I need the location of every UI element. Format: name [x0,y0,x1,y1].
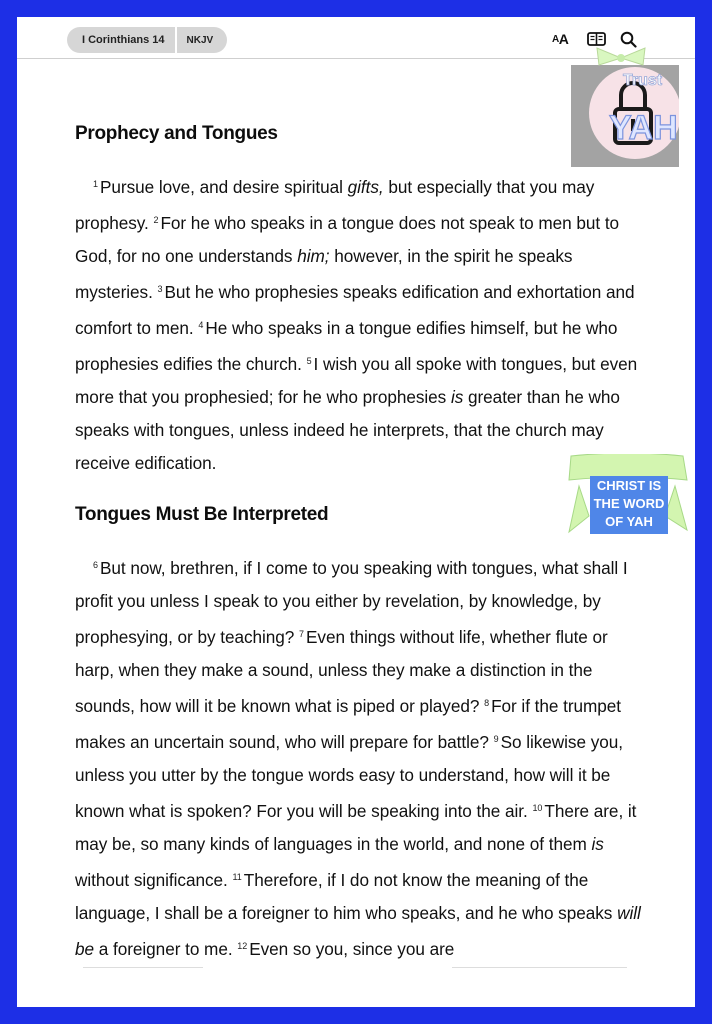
verse-text: greater than he who speaks with tongues, unless indeed he interprets, that the church may receive edification. [75,387,620,473]
chapter-content [75,123,645,966]
verse-text: So likewise you, unless you utter by the tongue words easy to understand, how will it be known what is spoken? For you will be speaking into the air. [75,732,623,821]
page-divider-left [83,967,203,968]
verse-number: 2 [153,215,159,225]
verse-number: 5 [306,356,312,366]
trust-label: Trust [623,72,663,89]
verse-italic: him; [297,246,330,266]
verse-text: For if the trumpet makes an uncertain sound, who will prepare for battle? [75,696,622,752]
verse-number: 1 [93,179,98,189]
verse-text: There are, it may be, so many kinds of languages in the world, and none of them [75,801,637,854]
version-button[interactable]: NKJV [186,34,214,46]
verse-text: He who speaks in a tongue edifies himself, but he who prophesies edifies the church. [75,318,618,374]
verse-italic: will be [75,903,641,959]
verse-number: 7 [299,629,305,639]
section-heading: Tongues Must Be Interpreted [75,504,329,525]
verse-text: without significance. [75,870,233,890]
christ-line3: OF YAH [605,514,653,529]
verse-italic: gifts, [347,177,384,197]
verse-italic: is [591,834,604,854]
reader-page [17,17,695,1007]
font-size-icon[interactable]: A A [552,31,569,47]
christ-line2: THE WORD [593,496,665,511]
verse-text: But he who prophesies speaks edification and exhortation and comfort to men. [75,282,635,338]
verse-number: 10 [532,803,543,813]
verse-paragraph[interactable] [75,549,645,966]
verse-number: 12 [237,941,248,951]
verse-number: 9 [493,734,499,744]
verse-number: 4 [198,320,204,330]
verse-text: But now, brethren, if I come to you speaking with tongues, what shall I profit you unless I speak to you either by revelation, by knowledge, by prophesying, or by teaching? [75,558,628,647]
book-chapter-button[interactable]: I Corinthians 14 [67,27,177,53]
verse-text: Pursue love, and desire spiritual [99,177,348,197]
verse-text: Even so you, since you are [249,939,455,959]
verse-text: For he who speaks in a tongue does not speak to men but to God, for no one understands [75,213,620,266]
font-size-label: A [552,33,559,45]
ribbon-bow-top [591,45,651,71]
yah-label: YAH [609,109,678,147]
verse-text: a foreigner to me. [94,939,238,959]
verse-text: however, in the spirit he speaks mysteries. [75,246,573,302]
page-divider-right [452,967,627,968]
verse-number: 6 [93,560,98,570]
christ-line1: CHRIST IS [596,478,662,493]
verse-text: Therefore, if I do not know the meaning of the language, I shall be a foreigner to him who speaks, and he who speaks [75,870,618,923]
verse-italic: is [450,387,464,407]
verse-text: Even things without life, whether flute or harp, when they make a sound, unless they make a distinction in the sounds, how will it be known what is piped or played? [75,627,608,716]
passage-selector[interactable] [67,27,227,53]
section-heading: Prophecy and Tongues [75,123,278,144]
verse-number: 3 [157,284,163,294]
verse-number: 8 [484,698,490,708]
verse-number: 11 [232,872,242,882]
verse-text: but especially that you may prophesy. [75,177,595,233]
verse-paragraph[interactable] [75,168,645,480]
verse-text: I wish you all spoke with tongues, but even more that you prophesied; for he who prophesies [75,354,638,407]
